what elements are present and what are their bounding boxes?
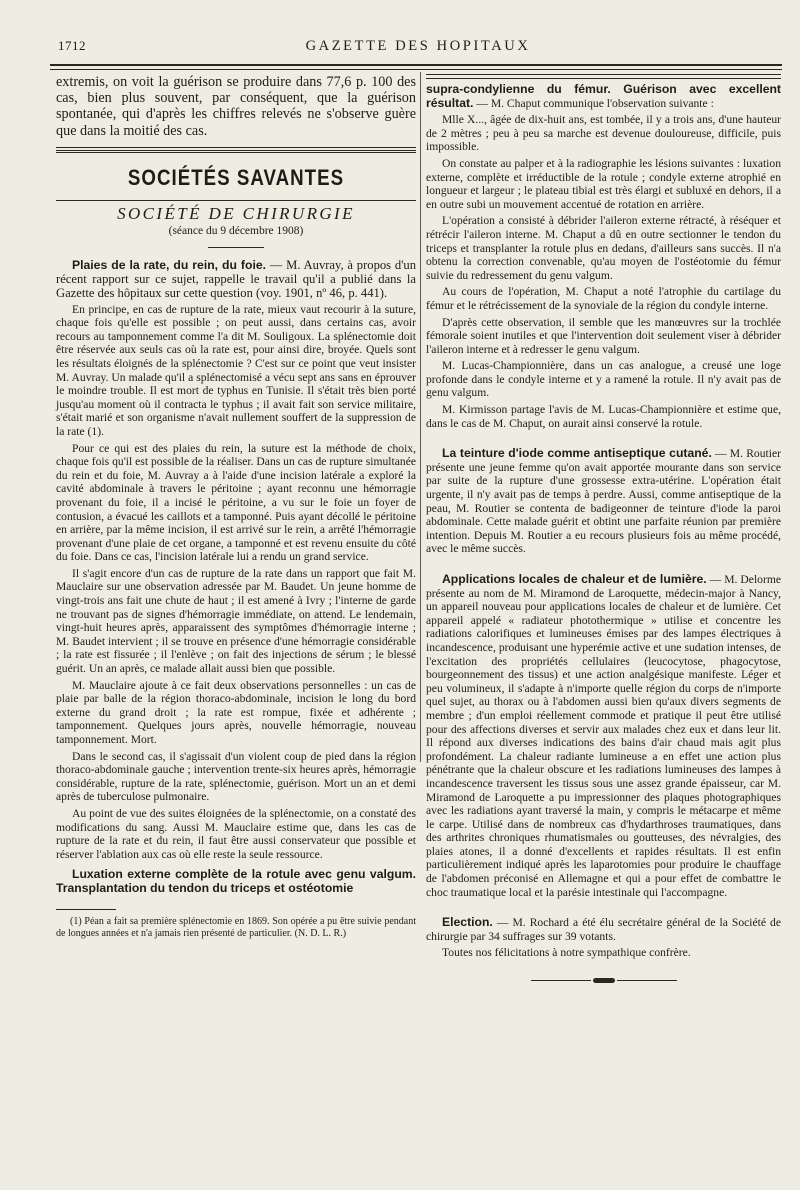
spacer [426, 559, 781, 573]
article-luxation-continued [426, 83, 781, 110]
right-top-rule-2 [426, 78, 781, 79]
end-ornament [426, 974, 781, 988]
heading-luxation: Luxation externe complète de la rotule avec genu valgum. Transplantation du tendon du triceps et ostéotomie [56, 867, 416, 896]
section-rule-bottom [56, 200, 416, 201]
section-rule [56, 147, 416, 148]
article-iode [426, 447, 781, 556]
section-title: SOCIÉTÉS SAVANTES [127, 164, 345, 190]
text-iode: — M. Routier présente une jeune femme qu'on avait apportée mourante dans son service par suite de la rupture d'une grossesse extra-utérine. L'opération était urgente, il n'y avait pas de temps à perdre. Aussi, comme antiseptique de la peau, M. Routier se contenta de badigeonner de teinture d'iode la paroi abdominale. Cette malade guérit et obtint une parfaite réunion par première intention. Depuis M. Routier a eu recours plusieurs fois au même procédé, avec le même succès. [426, 447, 781, 556]
article-chaleur [426, 573, 781, 899]
footnote-rule [56, 909, 116, 910]
section-rule-double [56, 150, 416, 153]
paragraph: Toutes nos félicitations à notre sympathique confrère. [442, 946, 691, 960]
text-plaies: — M. Auvray, à propos d'un récent rapport sur ce sujet, rappelle le travail qu'il a publié dans la Gazette des hôpitaux sur cette question (voy. 1901, nº 46, p. 441). [56, 257, 416, 300]
society-title: SOCIÉTÉ DE CHIRURGIE [117, 204, 355, 224]
page-number: 1712 [58, 38, 86, 53]
left-column [56, 74, 416, 942]
small-rule [208, 247, 264, 248]
text-chaleur: — M. Delorme présente au nom de M. Miramond de Laroquette, médecin-major à Nancy, un appareil nouveau pour applications locales de chaleur et de lumière. Cet appareil appelé « radiateur photothermique » utilise et concentre les radiations calorifiques et lumineuses émises par des lampes électriques à incandescence, produisant une hyperémie active et une sudation intenses, de l'excitation des propriétés cellulaires (leucocytose, phagocytose, bourgeonnement des tissus) et une action analgésique manifeste. Léger et peu volumineux, il s'adapte à n'importe quelle région du corps de n'importe quel sujet, au thorax ou à l'abdomen aussi bien qu'aux divers segments de membre ; d'un emploi réellement commode et pratique il peut être utilisé pour des affections diverses et servir aux malades chez eux et dans leur lit. Il répond aux diverses indications des bains d'air chaud mais agit plus profondément. La chaleur radiante lumineuse a en effet une action plus pénétrante que la chaleur obscure et les radiations lumineuses des lampes à incandescence traversent les tissus sous une assez grande épaisseur, car M. Miramond de Laroquette a pu impressionner des plaques photographiques avec les radiations ayant traversé la main, y compris le métacarpe et même le carpe. Utilisé dans de nombreux cas d'hydarthroses traumatiques, dans des arthrites chroniques rhumatismales ou goutteuses, des névralgies, des plaies atones, il a donné d'excellents et rapides résultats. Il est enfin particulièrement indiqué après les laparotomies pour produire le chauffage de l'abdomen préconisé en Allemagne et qui a pour effet de combattre le choc traumatique local et la parésie intestinale qui l'accompagne. [426, 573, 781, 899]
paragraph: M. Mauclaire ajoute à ce fait deux observations personnelles : un cas de plaie par balle de la région thoraco-abdominale, incision le long du bord externe du grand droit ; la rate est rompue, fixée et adhérente ; tamponnement. Quelques jours après, nouvelle hémorragie, nouveau tamponnement. Mort. [56, 678, 416, 746]
header-rule [50, 64, 782, 66]
paragraph: Au point de vue des suites éloignées de la splénectomie, on a constaté des modifications du sang. Aussi M. Mauclaire estime que, dans les cas de rupture de la rate et du rein, il faut être aussi conservateur que possible et réserver l'ablation aux cas où elle reste la seule ressource. [56, 806, 416, 861]
heading-iode: La teinture d'iode comme antiseptique cutané. [442, 446, 712, 461]
heading-luxation-cont: supra-condylienne du fémur. Guérison avec excellent résultat. [426, 82, 781, 110]
text-chaput: — M. Chaput communique l'observation suivante : [473, 96, 714, 110]
heading-plaies: Plaies de la rate, du rein, du foie. [72, 257, 266, 272]
paragraph: Il s'agit encore d'un cas de rupture de la rate dans un rapport que fait M. Mauclaire sur une observation adressée par M. Baudet. Un jeune homme de vingt-trois ans fait une chute de haut ; il est amené à Ivry ; l'interne de garde ne trouvant pas de signes d'hémorragie immédiate, on attend. Le lendemain, vingt-huit heures après, apparaissent des symptômes d'hémorragie interne ; M. Baudet intervient ; il se trouve en présence d'une hémorragie considérable ; la rate est fissurée ; il l'enlève ; on fait des injections de sérum ; le blessé guérit. Un an après, ce malade allait aussi bien que possible. [56, 566, 416, 676]
journal-title: GAZETTE DES HOPITAUX [305, 38, 531, 54]
paragraph: L'opération a consisté à débrider l'aileron externe rétracté, à réséquer et rétrécir l'aileron interne. M. Chaput a dû en outre sectionner le tendon du triceps et transplanter la rotule plus en dedans, d'ailleurs sans succès. Il n'a obtenu la correction convenable, qu'au moyen de l'ostéotomie du fémur suivie du redressement du genu valgum. [426, 214, 781, 282]
paragraph: Dans le second cas, il s'agissait d'un violent coup de pied dans la région thoraco-abdominale gauche ; intervention trente-six heures après, hémorragie considérable, rupture de la rate, splénectomie, guérison. Mort un an et demi après de tuberculose pulmonaire. [56, 749, 416, 804]
footnote: (1) Péan a fait sa première splénectomie en 1869. Son opérée a pu être suivie pendant de longues années et n'a jamais rien présenté de particulier. (N. D. L. R.) [56, 916, 416, 939]
right-column [426, 74, 781, 988]
paragraph: En principe, en cas de rupture de la rate, mieux vaut recourir à la suture, chaque fois qu'elle est possible ; on peut aussi, dans certains cas, avoir recours au tamponnement comme l'a dit M. Souligoux. La splénectomie doit être réservée aux seuls cas où la rate est, pour ainsi dire, broyée. Quels sont les résultats éloignés de la splénectomie ? C'est sur ce point que veut insister M. Auvray. Un malade qu'il a splénectomisé a vécu sept ans sans en éprouver le moindre trouble. Il est mort de typhus en Tunisie. Il s'était très bien porté jusqu'au moment où il contracta le typhus ; il avait fait son service militaire, s'était marié et son organisme n'avait nullement souffert de la suppression de la rate (1). [56, 302, 416, 438]
article-luxation-heading [56, 867, 416, 895]
paragraph: D'après cette observation, il semble que les manœuvres sur la trochlée fémorale soient inutiles et que l'intervention doit seulement viser à débrider l'aileron interne et à redresser le genu valgum. [426, 315, 781, 356]
article-election [426, 916, 781, 943]
spacer [426, 902, 781, 916]
paragraph: Au cours de l'opération, M. Chaput a noté l'atrophie du cartilage du fémur et le rétrécissement de la synoviale de la région du condyle interne. [426, 285, 781, 312]
heading-election: Election. [442, 915, 493, 930]
seance-date: (séance du 9 décembre 1908) [168, 225, 304, 237]
paragraph: M. Kirmisson partage l'avis de M. Lucas-Championnière et estime que, dans le cas de M. Chaput, on aurait ainsi conservé la rotule. [426, 403, 781, 430]
paragraph: Mlle X..., âgée de dix-huit ans, est tombée, il y a trois ans, d'une hauteur de 2 mètres ; peu à peu sa marche est devenue douloureuse, difficile, puis impossible. [426, 113, 781, 154]
paragraph: On constate au palper et à la radiographie les lésions suivantes : luxation externe, complète et irréductible de la rotule ; condyle externe atrophié en longueur et largeur ; le plateau tibial est très élargi et subluxé en dehors, il a en outre subi un mouvement accentué de rotation en arrière. [426, 156, 781, 211]
header-rule-thin [50, 69, 782, 70]
right-top-rule [426, 74, 781, 75]
paragraph: Pour ce qui est des plaies du rein, la suture est la méthode de choix, chaque fois qu'il est possible de la réaliser. Dans un cas de rupture simultanée du rein et du foie, M. Auvray a à l'aide d'une incision latérale a exploré la cavité abdominale à travers le péritoine ; ayant reconnu une hémorragie provenant du foie, il a incisé le péritoine, a vu sur le foie un foyer de contusion, a évacué les caillots et a tamponné. Puis ayant décollé le péritoine en arrière, par la même incision, il est arrivé sur le rein, a arrêté l'hémorragie provenant d'une plaie de cet organe, a tamponné et est revenu ensuite du côté du foie. Dans ce cas, l'incision latérale lui a rendu un grand service. [56, 441, 416, 564]
intro-paragraph: extremis, on voit la guérison se produire dans 77,6 p. 100 des cas, bien plus souvent, par conséquent, que la guérison spontanée, qui d'après les chiffres relevés ne s'observe guère que dans la moitié des cas. [56, 74, 416, 139]
text-election: — M. Rochard a été élu secrétaire général de la Société de chirurgie par 34 suffrages sur 39 votants. [426, 916, 781, 943]
page-header [58, 34, 778, 58]
spacer [426, 433, 781, 447]
article-plaies [56, 258, 416, 300]
column-divider [420, 72, 421, 762]
paragraph: M. Lucas-Championnière, dans un cas analogue, a creusé une loge profonde dans le condyle interne et y a ramené la rotule. Il n'y avait pas de genu valgum. [426, 359, 781, 400]
heading-chaleur: Applications locales de chaleur et de lumière. [442, 572, 707, 586]
